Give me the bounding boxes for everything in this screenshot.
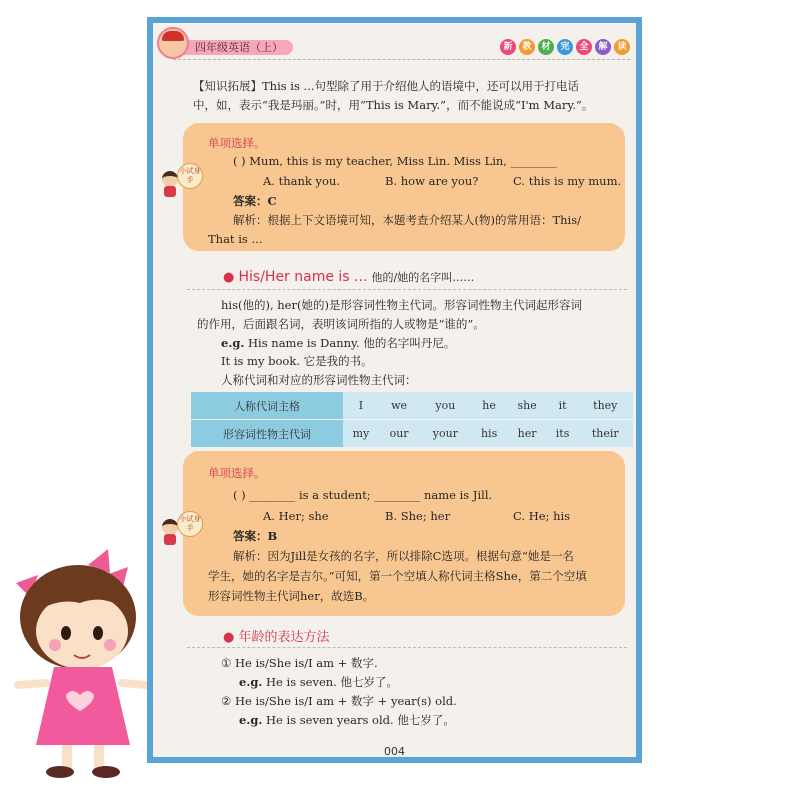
header-divider	[173, 59, 630, 60]
try-bubble-1: 小试身手	[177, 163, 203, 189]
section-1-paragraph-1: his(他的), her(她的)是形容词性物主代词。形容词性物主代词起形容词	[221, 298, 582, 312]
exercise-2-option-b: B. She; her	[385, 509, 451, 523]
age-pattern-2: ② He is/She is/I am + 数字 + year(s) old.	[221, 694, 457, 708]
table-cell: you	[419, 392, 471, 420]
section-1-title: His/Her name is ...	[238, 269, 368, 285]
table-cell: its	[548, 420, 578, 448]
badge-5: 全	[576, 39, 592, 55]
table-cell: he	[472, 392, 507, 420]
series-badges	[500, 39, 630, 55]
table-cell: her	[507, 420, 548, 448]
section-2-heading	[223, 629, 330, 646]
age-example-2: e.g. He is seven years old. 他七岁了。	[239, 713, 455, 727]
book-page	[153, 23, 636, 757]
exercise-2-question: ( ) ________ is a student; ________ name is Jill.	[233, 488, 493, 502]
book-page-frame	[147, 17, 642, 763]
page-number: 004	[384, 745, 405, 757]
table-cell: it	[548, 392, 578, 420]
section-2-title: 年龄的表达方法	[238, 630, 330, 645]
intro-line-1: 【知识拓展】This is ...句型除了用于介绍他人的语境中，还可以用于打电话	[193, 79, 580, 93]
badge-3: 材	[538, 39, 554, 55]
exercise-1-option-c: C. this is my mum.	[513, 174, 622, 188]
badge-1: 新	[500, 39, 516, 55]
exercise-1-question: ( ) Mum, this is my teacher, Miss Lin. Miss Lin, ________	[233, 154, 557, 168]
section-1-example-2: It is my book. 它是我的书。	[221, 354, 373, 368]
exercise-1-option-b: B. how are you?	[385, 174, 479, 188]
intro-line-2: 中，如，表示“我是玛丽。”时，用“This is Mary.”，而不能说成“I'm Mary.”。	[193, 98, 594, 112]
exercise-1-title: 单项选择。	[208, 136, 266, 150]
exercise-2-title: 单项选择。	[208, 466, 266, 480]
exercise-2-answer: 答案：B	[233, 529, 278, 543]
section-1-example-1: e.g. His name is Danny. 他的名字叫丹尼。	[221, 336, 456, 350]
section-1-heading	[223, 269, 474, 286]
badge-2: 教	[519, 39, 535, 55]
exercise-1-option-a: A. thank you.	[263, 174, 341, 188]
table-cell: my	[343, 420, 379, 448]
exercise-1-analysis-2: That is ...	[208, 232, 263, 246]
grade-label: 四年级英语（上）	[173, 40, 293, 55]
table-cell: they	[578, 392, 633, 420]
row-label-possessive: 形容词性物主代词	[191, 420, 343, 448]
exercise-1-analysis-1: 解析：根据上下文语境可知，本题考查介绍某人(物)的常用语：This/	[233, 213, 582, 227]
section-1-divider	[187, 289, 627, 290]
age-pattern-1: ① He is/She is/I am + 数字.	[221, 656, 378, 670]
table-cell: she	[507, 392, 548, 420]
exercise-2-analysis-1: 解析：因为Jill是女孩的名字，所以排除C选项。根据句意“她是一名	[233, 549, 574, 563]
exercise-2-analysis-2: 学生，她的名字是吉尔。”可知，第一个空填人称代词主格She，第二个空填	[208, 569, 587, 583]
badge-7: 读	[614, 39, 630, 55]
bullet-icon: ●	[223, 270, 235, 285]
table-row	[191, 392, 633, 420]
table-cell: your	[419, 420, 471, 448]
table-cell: we	[379, 392, 419, 420]
pronoun-table	[191, 392, 633, 447]
table-intro: 人称代词和对应的形容词性物主代词：	[221, 373, 417, 387]
table-cell: his	[472, 420, 507, 448]
exercise-2-option-a: A. Her; she	[263, 509, 329, 523]
section-1-title-cn: 他的/她的名字叫……	[371, 271, 475, 284]
exercise-2-analysis-3: 形容词性物主代词her，故选B。	[208, 589, 375, 603]
table-cell: our	[379, 420, 419, 448]
table-cell: their	[578, 420, 633, 448]
badge-4: 完	[557, 39, 573, 55]
table-row	[191, 420, 633, 448]
table-cell: I	[343, 392, 379, 420]
bullet-icon: ●	[223, 630, 235, 645]
age-example-1: e.g. He is seven. 他七岁了。	[239, 675, 398, 689]
section-1-paragraph-2: 的作用，后面跟名词，表明该词所指的人或物是“谁的”。	[197, 317, 485, 331]
row-label-subject: 人称代词主格	[191, 392, 343, 420]
badge-6: 解	[595, 39, 611, 55]
section-2-divider	[187, 647, 627, 648]
exercise-1-answer: 答案：C	[233, 194, 277, 208]
girl-illustration	[10, 545, 160, 785]
try-bubble-2: 小试身手	[177, 511, 203, 537]
mascot-icon	[157, 27, 189, 59]
exercise-2-option-c: C. He; his	[513, 509, 571, 523]
